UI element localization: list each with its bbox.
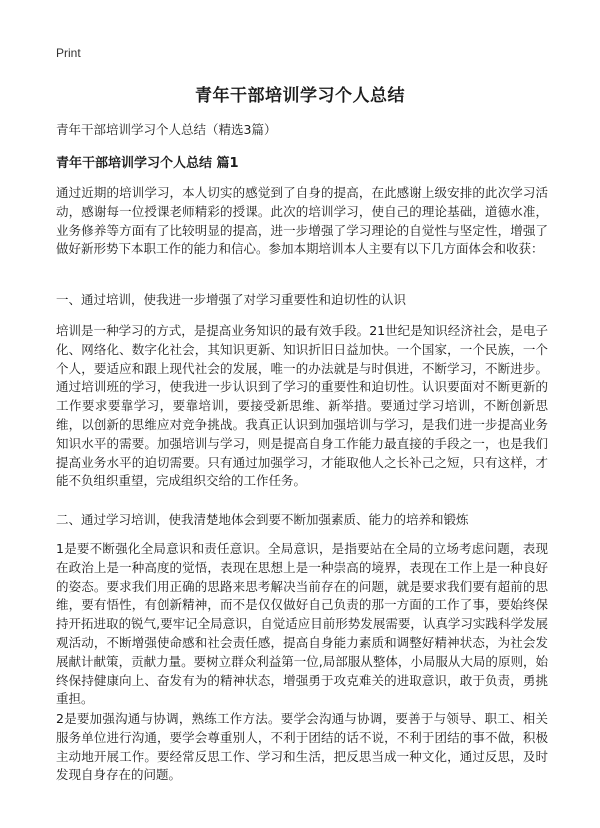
paragraph-2: 1是要不断强化全局意识和责任意识。全局意识，是指要站在全局的立场考虑问题，表现在政治上是一种高度的觉悟，表现在思想上是一种崇高的境界，表现在工作上是一种良好的姿态。要求我们用正确的思路来思考解决当前存在的问题，就是要求我们要有超前的思维，要有悟性，有创新精神，而不是仅仅做好自己负责的那一方面的工作了事，要始终保持开拓进取的锐气,要牢记全局意识，自觉适应目前形势发展需要，认真学习实践科学发展观活动，不断增强使命感和社会责任感，提高自身能力素质和调整好精神状态，为社会发展献计献策，贡献力量。要树立群众利益第一位,局部服从整体，小局服从大局的原则，始终保持健康向上、奋发有为的精神状态，增强勇于攻克难关的进取意识，敢于负责，勇挑重担。 [56, 541, 548, 707]
intro-paragraph: 通过近期的培训学习，本人切实的感觉到了自身的提高，在此感谢上级安排的此次学习活动，感谢每一位授课老师精彩的授课。此次的培训学习，使自己的理论基础，道德水准，业务修养等方面有了比较明显的提高，进一步增强了学习理论的自觉性与坚定性，增强了做好新形势下本职工作的能力和信心。参加本期培训本人主要有以下几方面体会和收获： [56, 185, 548, 257]
section-heading-1: 一、通过培训，使我进一步增强了对学习重要性和迫切性的认识 [56, 292, 407, 307]
paragraph-1: 培训是一种学习的方式，是提高业务知识的最有效手段。21世纪是知识经济社会，是电子化、网络化、数字化社会，其知识更新、知识折旧日益加快。一个国家，一个民族，一个个人，要适应和跟上现代社会的发展，唯一的办法就是与时俱进，不断学习，不断进步。通过培训班的学习，使我进一步认识到了学习的重要性和迫切性。认识要面对不断更新的工作要求要靠学习，要靠培训，要接受新思维、新举措。要通过学习培训，不断创新思维，以创新的思维应对竞争挑战。我真正认识到加强培训与学习，是我们进一步提高业务知识水平的需要。加强培训与学习，则是提高自身工作能力最直接的手段之一，也是我们提高业务水平的迫切需要。只有通过加强学习，才能取他人之长补己之短，只有这样，才能不负组织重望，完成组织交给的工作任务。 [56, 323, 548, 489]
section-heading-2: 二、通过学习培训，使我清楚地体会到要不断加强素质、能力的培养和锻炼 [56, 512, 469, 527]
subtitle: 青年干部培训学习个人总结（精选3篇） [56, 122, 277, 137]
paragraph-3: 2是要加强沟通与协调，熟练工作方法。要学会沟通与协调，要善于与领导、职工、相关服务单位进行沟通，要学会尊重别人，不利于团结的话不说，不利于团结的事不做，积极主动地开展工作。要经常反思工作、学习和生活，把反思当成一种文化，通过反思，及时发现自身存在的问题。 [56, 711, 548, 783]
section-heading: 青年干部培训学习个人总结 篇1 [56, 156, 239, 171]
page-title: 青年干部培训学习个人总结 [195, 86, 405, 106]
print-link[interactable]: Print [56, 46, 81, 60]
